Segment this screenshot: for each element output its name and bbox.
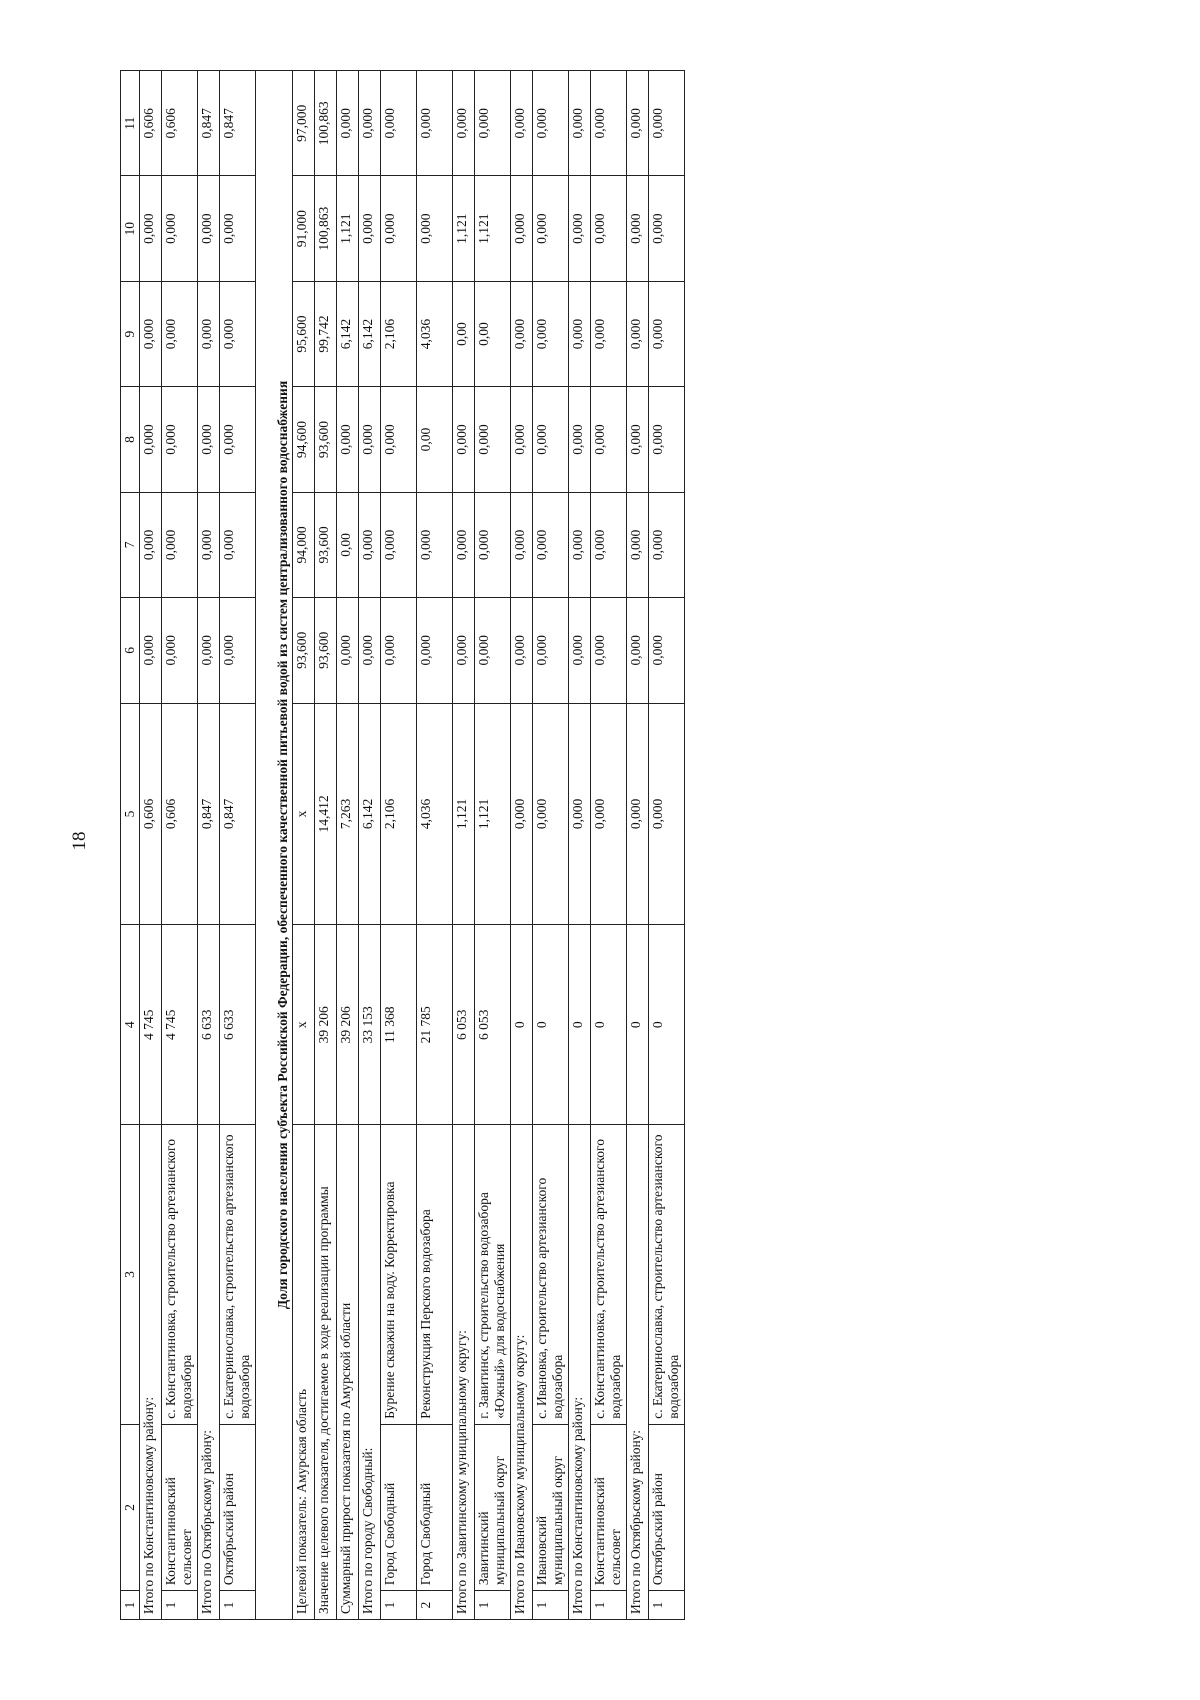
value-cell: 0,000: [453, 71, 475, 176]
table-row: [591, 71, 627, 1620]
value-cell: 0,000: [198, 492, 220, 597]
value-cell: 0,000: [591, 492, 627, 597]
value-cell: 93,600: [293, 598, 315, 703]
row-label: Значение целевого показателя, достигаемое в ходе реализации программы: [315, 1125, 337, 1620]
project-cell: г. Завитинск, строительство водозабора «Южный» для водоснабжения: [475, 1125, 511, 1425]
value-cell: 14,412: [315, 703, 337, 925]
value-cell: 0,000: [140, 281, 162, 386]
total-row: [293, 71, 315, 1620]
project-cell: с. Константиновка, строительство артезианского водозабора: [162, 1125, 198, 1425]
value-cell: 99,742: [315, 281, 337, 386]
table-body: [121, 71, 685, 1620]
row-number: 1: [475, 1591, 511, 1620]
value-cell: 0,847: [198, 703, 220, 925]
row-number: 1: [162, 1591, 198, 1620]
header-cell: 1: [121, 1591, 140, 1620]
value-cell: 0,000: [381, 598, 417, 703]
value-cell: 0,000: [511, 703, 533, 925]
value-cell: 0,000: [627, 176, 649, 281]
row-label: Итого по Завитинскому муниципальному округу:: [453, 1125, 475, 1620]
value-cell: 0,606: [162, 71, 198, 176]
project-cell: с. Екатеринославка, строительство артезианского водозабора: [220, 1125, 256, 1425]
value-cell: 6 633: [198, 925, 220, 1125]
row-label: Суммарный прирост показателя по Амурской области: [337, 1125, 359, 1620]
municipality-cell: Завитинский муниципальный округ: [475, 1424, 511, 1590]
municipality-cell: Город Свободный: [381, 1424, 417, 1590]
value-cell: 0,00: [417, 387, 453, 492]
value-cell: 100,863: [315, 176, 337, 281]
value-cell: 0,606: [162, 703, 198, 925]
value-cell: 95,600: [293, 281, 315, 386]
total-row: [627, 71, 649, 1620]
header-row: [121, 71, 140, 1620]
municipality-cell: Ивановский муниципальный округ: [533, 1424, 569, 1590]
value-cell: 0,000: [511, 598, 533, 703]
municipality-cell: Октябрьский район: [649, 1424, 685, 1590]
value-cell: 0,000: [533, 703, 569, 925]
value-cell: 0,000: [417, 176, 453, 281]
header-cell: 10: [121, 176, 140, 281]
indicator-table: [120, 70, 685, 1620]
value-cell: 0: [591, 925, 627, 1125]
value-cell: 93,600: [315, 492, 337, 597]
value-cell: 0,000: [198, 281, 220, 386]
value-cell: 33 153: [359, 925, 381, 1125]
table-row: [649, 71, 685, 1620]
project-cell: Бурение скважин на воду. Корректировка: [381, 1125, 417, 1425]
value-cell: 4 745: [140, 925, 162, 1125]
value-cell: 0,000: [511, 71, 533, 176]
value-cell: 39 206: [337, 925, 359, 1125]
value-cell: 0,000: [511, 281, 533, 386]
value-cell: 4,036: [417, 281, 453, 386]
value-cell: 0,000: [511, 492, 533, 597]
value-cell: 0,000: [475, 387, 511, 492]
value-cell: х: [293, 703, 315, 925]
value-cell: 0,000: [475, 598, 511, 703]
value-cell: 0,000: [381, 492, 417, 597]
value-cell: 0,000: [569, 281, 591, 386]
value-cell: 0,000: [198, 176, 220, 281]
table-row: [533, 71, 569, 1620]
value-cell: 0,00: [453, 281, 475, 386]
value-cell: 0,000: [569, 598, 591, 703]
value-cell: 94,000: [293, 492, 315, 597]
row-label: Итого по Октябрьскому району:: [198, 1125, 220, 1620]
value-cell: 0: [569, 925, 591, 1125]
value-cell: 0,000: [591, 598, 627, 703]
value-cell: 6,142: [337, 281, 359, 386]
value-cell: 0,000: [649, 71, 685, 176]
total-row: [359, 71, 381, 1620]
total-row: [511, 71, 533, 1620]
header-cell: 8: [121, 387, 140, 492]
project-cell: Реконструкция Перского водозабора: [417, 1125, 453, 1425]
row-number: 1: [220, 1591, 256, 1620]
value-cell: 0,000: [627, 387, 649, 492]
value-cell: 2,106: [381, 281, 417, 386]
value-cell: 93,600: [315, 387, 337, 492]
row-number: 1: [591, 1591, 627, 1620]
value-cell: 0,000: [359, 492, 381, 597]
row-label: Итого по Ивановскому муниципальному округу:: [511, 1125, 533, 1620]
value-cell: 0,000: [417, 71, 453, 176]
value-cell: 0,000: [198, 387, 220, 492]
value-cell: 0: [627, 925, 649, 1125]
value-cell: 1,121: [453, 703, 475, 925]
value-cell: 0,000: [569, 492, 591, 597]
row-label: Итого по Октябрьскому району:: [627, 1125, 649, 1620]
value-cell: 0,000: [198, 598, 220, 703]
project-cell: с. Екатеринославка, строительство артезианского водозабора: [649, 1125, 685, 1425]
value-cell: 0,606: [140, 71, 162, 176]
header-cell: 4: [121, 925, 140, 1125]
row-label: Итого по Константиновскому району:: [140, 1125, 162, 1620]
value-cell: 0,000: [381, 71, 417, 176]
value-cell: 0,000: [220, 387, 256, 492]
value-cell: 0,000: [453, 387, 475, 492]
row-number: 2: [417, 1591, 453, 1620]
header-cell: 6: [121, 598, 140, 703]
value-cell: 6,142: [359, 703, 381, 925]
value-cell: 0,000: [381, 176, 417, 281]
municipality-cell: Константиновский сельсовет: [591, 1424, 627, 1590]
value-cell: 6 053: [453, 925, 475, 1125]
value-cell: 0,000: [533, 71, 569, 176]
value-cell: 0,000: [533, 176, 569, 281]
total-row: [198, 71, 220, 1620]
value-cell: 0: [533, 925, 569, 1125]
header-cell: 7: [121, 492, 140, 597]
value-cell: 0,000: [627, 281, 649, 386]
table-row: [381, 71, 417, 1620]
value-cell: 0,000: [453, 492, 475, 597]
value-cell: 1,121: [453, 176, 475, 281]
value-cell: 39 206: [315, 925, 337, 1125]
value-cell: 6,142: [359, 281, 381, 386]
value-cell: 0,000: [649, 598, 685, 703]
value-cell: 0,000: [417, 598, 453, 703]
value-cell: 0,000: [453, 598, 475, 703]
rotated-page: [120, 70, 880, 1620]
value-cell: 0,000: [417, 492, 453, 597]
value-cell: 0,000: [359, 71, 381, 176]
value-cell: 0,000: [511, 176, 533, 281]
value-cell: х: [293, 925, 315, 1125]
value-cell: 0,000: [140, 387, 162, 492]
value-cell: 6 633: [220, 925, 256, 1125]
value-cell: 0,847: [220, 703, 256, 925]
value-cell: 0,000: [627, 71, 649, 176]
header-cell: 5: [121, 703, 140, 925]
table-row: [417, 71, 453, 1620]
value-cell: 0,000: [649, 703, 685, 925]
value-cell: 0,000: [359, 598, 381, 703]
value-cell: 0,000: [359, 387, 381, 492]
value-cell: 0,000: [591, 387, 627, 492]
header-cell: 9: [121, 281, 140, 386]
value-cell: 0,000: [591, 176, 627, 281]
value-cell: 0,000: [569, 703, 591, 925]
row-label: Итого по городу Свободный:: [359, 1125, 381, 1620]
value-cell: 0,000: [533, 492, 569, 597]
page-number: 18: [69, 831, 90, 851]
section-heading-row: [256, 71, 293, 1620]
value-cell: 0,000: [649, 492, 685, 597]
value-cell: 0,000: [359, 176, 381, 281]
value-cell: 0,000: [162, 176, 198, 281]
value-cell: 0,000: [533, 598, 569, 703]
value-cell: 0,000: [627, 492, 649, 597]
value-cell: 4 745: [162, 925, 198, 1125]
value-cell: 11 368: [381, 925, 417, 1125]
project-cell: с. Константиновка, строительство артезианского водозабора: [591, 1125, 627, 1425]
row-number: 1: [649, 1591, 685, 1620]
value-cell: 0,000: [162, 281, 198, 386]
value-cell: 0,000: [140, 176, 162, 281]
total-row: [569, 71, 591, 1620]
value-cell: 0,847: [220, 71, 256, 176]
value-cell: 0,000: [140, 492, 162, 597]
value-cell: 0,000: [140, 598, 162, 703]
section-heading: Доля городского населения субъекта Российской Федерации, обеспеченного качественной питьевой водой из систем централизованного водоснабжения: [256, 71, 293, 1620]
value-cell: 0,000: [220, 492, 256, 597]
value-cell: 0,000: [337, 71, 359, 176]
value-cell: 6 053: [475, 925, 511, 1125]
total-row: [140, 71, 162, 1620]
table-row: [162, 71, 198, 1620]
value-cell: 0,000: [569, 176, 591, 281]
row-number: 1: [381, 1591, 417, 1620]
row-label: Итого по Константиновскому району:: [569, 1125, 591, 1620]
total-row: [453, 71, 475, 1620]
value-cell: 1,121: [475, 703, 511, 925]
value-cell: 0,000: [220, 176, 256, 281]
value-cell: 91,000: [293, 176, 315, 281]
value-cell: 0,000: [591, 71, 627, 176]
value-cell: 0: [511, 925, 533, 1125]
value-cell: 0,000: [569, 387, 591, 492]
value-cell: 0: [649, 925, 685, 1125]
municipality-cell: Октябрьский район: [220, 1424, 256, 1590]
value-cell: 0,000: [162, 598, 198, 703]
header-cell: 2: [121, 1424, 140, 1590]
value-cell: 1,121: [475, 176, 511, 281]
total-row: [315, 71, 337, 1620]
value-cell: 93,600: [315, 598, 337, 703]
table-row: [220, 71, 256, 1620]
value-cell: 0,000: [533, 387, 569, 492]
header-cell: 11: [121, 71, 140, 176]
value-cell: 0,000: [162, 492, 198, 597]
value-cell: 0,000: [511, 387, 533, 492]
value-cell: 2,106: [381, 703, 417, 925]
total-row: [337, 71, 359, 1620]
value-cell: 0,000: [220, 598, 256, 703]
municipality-cell: Город Свободный: [417, 1424, 453, 1590]
value-cell: 0,000: [337, 598, 359, 703]
value-cell: 0,000: [162, 387, 198, 492]
value-cell: 0,000: [220, 281, 256, 386]
header-cell: 3: [121, 1125, 140, 1425]
value-cell: 0,000: [649, 281, 685, 386]
value-cell: 97,000: [293, 71, 315, 176]
value-cell: 0,000: [475, 492, 511, 597]
value-cell: 0,000: [337, 387, 359, 492]
value-cell: 0,000: [533, 281, 569, 386]
value-cell: 0,000: [627, 598, 649, 703]
value-cell: 0,000: [649, 176, 685, 281]
value-cell: 0,00: [337, 492, 359, 597]
table-row: [475, 71, 511, 1620]
value-cell: 0,000: [591, 281, 627, 386]
value-cell: 1,121: [337, 176, 359, 281]
value-cell: 0,000: [591, 703, 627, 925]
value-cell: 0,000: [381, 387, 417, 492]
value-cell: 21 785: [417, 925, 453, 1125]
value-cell: 0,000: [627, 703, 649, 925]
row-label: Целевой показатель: Амурская область: [293, 1125, 315, 1620]
value-cell: 7,263: [337, 703, 359, 925]
value-cell: 0,606: [140, 703, 162, 925]
value-cell: 100,863: [315, 71, 337, 176]
value-cell: 0,00: [475, 281, 511, 386]
row-number: 1: [533, 1591, 569, 1620]
value-cell: 0,000: [475, 71, 511, 176]
value-cell: 94,600: [293, 387, 315, 492]
value-cell: 0,000: [649, 387, 685, 492]
value-cell: 0,847: [198, 71, 220, 176]
project-cell: с. Ивановка, строительство артезианского водозабора: [533, 1125, 569, 1425]
municipality-cell: Константиновский сельсовет: [162, 1424, 198, 1590]
value-cell: 4,036: [417, 703, 453, 925]
value-cell: 0,000: [569, 71, 591, 176]
